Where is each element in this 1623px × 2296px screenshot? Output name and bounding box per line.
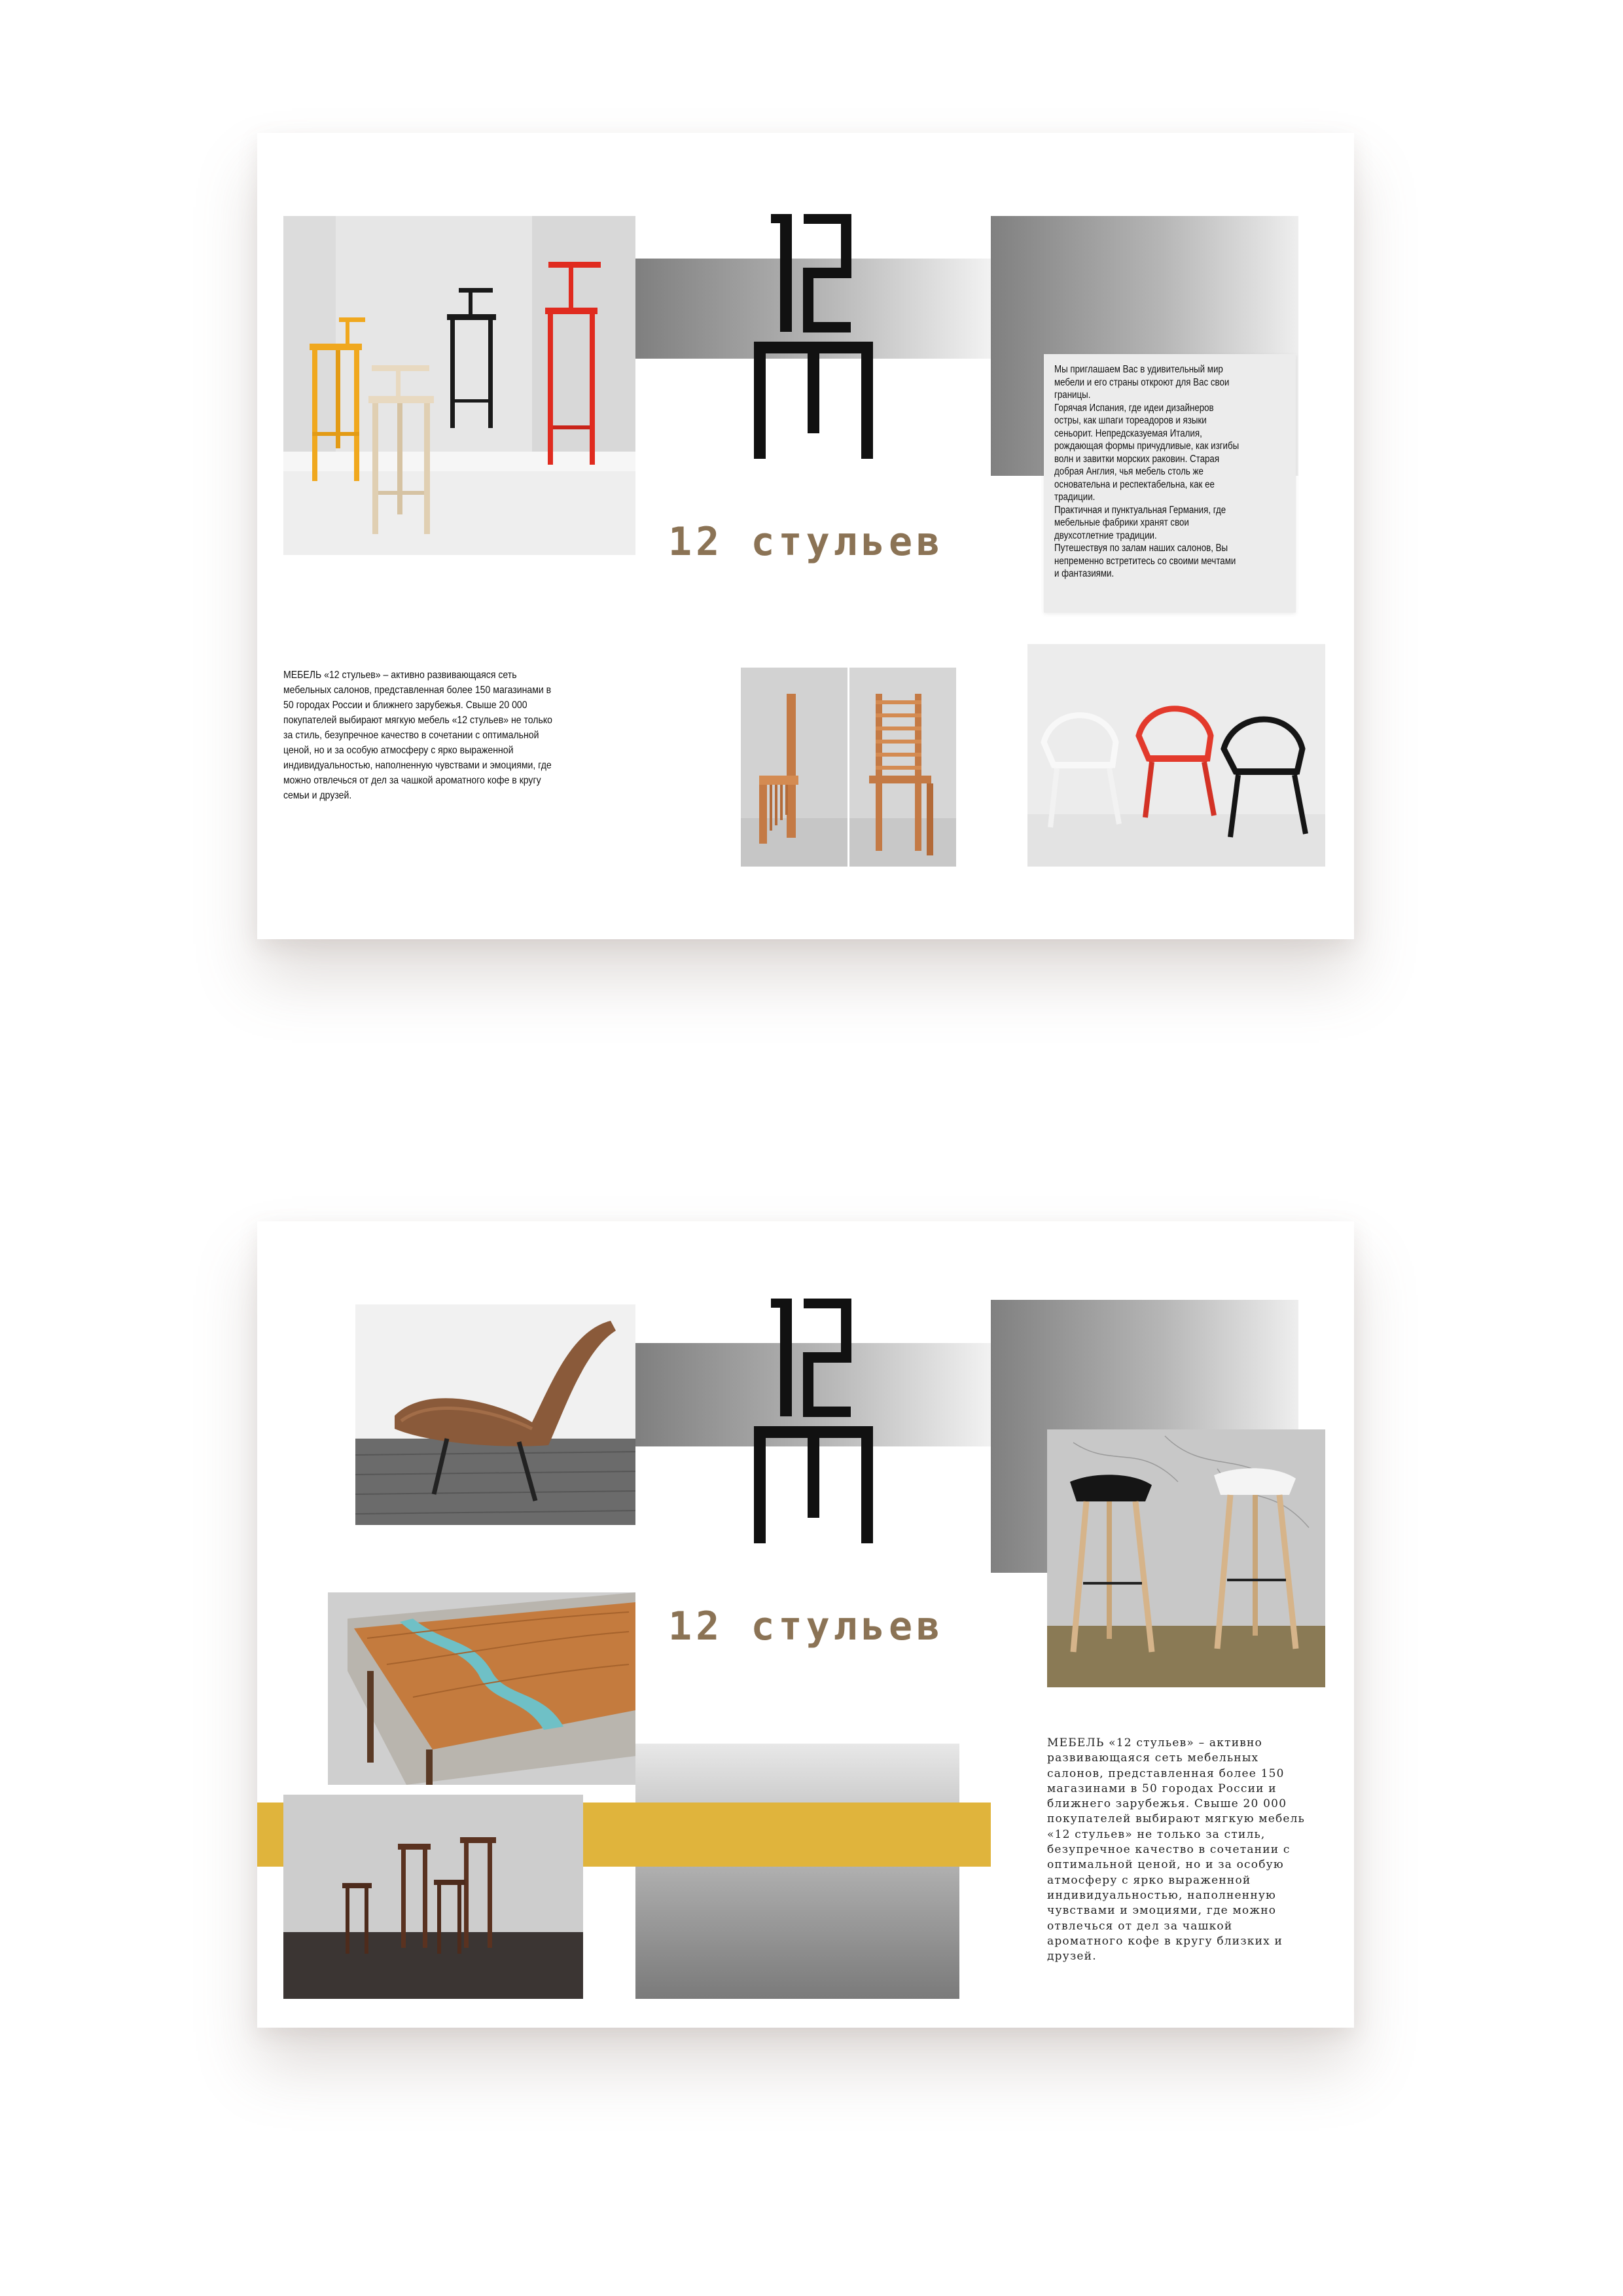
- photo-bar-stools: [283, 216, 635, 555]
- brand-name: 12 стульев: [668, 1604, 944, 1649]
- invitation-line-3: Практичная и пунктуальная Германия, где мебельные фабрики хранят свои двухсотлетние традиции.: [1054, 504, 1226, 541]
- grey-block: [635, 1744, 959, 1999]
- invitation-line-4: Путешествуя по залам наших салонов, Вы непременно встретитесь со своими мечтами и фантазиями.: [1054, 543, 1236, 579]
- intro-paragraph: МЕБЕЛЬ «12 стульев» – активно развивающаяся сеть мебельных салонов, представленная более 150 магазинами в 50 городах России и ближнего зарубежья. Свыше 20 000 покупателей выбирают мягкую мебель «12 стульев» не только за стиль, безупречное качество в сочетании с оптимальной ценой, но и за особую атмосферу с ярко выраженной индивидуальностью, наполненную чувствами и эмоциями, где можно отвлечься от дел за чашкой ароматного кофе в кругу семьи и друзей.: [283, 670, 553, 801]
- photo-wooden-stools: [283, 1795, 583, 1999]
- brochure-spread-1: [257, 133, 1354, 939]
- brochure-spread-2: [257, 1221, 1354, 2028]
- chair-logo-icon: [754, 1299, 873, 1543]
- invitation-line-1: Мы приглашаем Вас в удивительный мир мебели и его страны откроют для Вас свои границы.: [1054, 364, 1230, 401]
- chair-logo-icon: [754, 214, 873, 459]
- photo-wooden-chair-front: [849, 668, 956, 867]
- invitation-card: [1044, 354, 1296, 613]
- photo-plastic-chairs: [1027, 644, 1325, 867]
- brand-name: 12 стульев: [668, 519, 944, 565]
- invitation-line-2: Горячая Испания, где идеи дизайнеров остры, как шпаги тореадоров и языки сеньорит. Непредсказуемая Италия, рождающая формы причудливые, как изгибы волн и завитки морских раковин. Старая добрая Англия, чья мебель столь же основательна и респектабельна, как ее традиции.: [1054, 402, 1240, 503]
- photo-lounge-chair: [355, 1304, 635, 1525]
- photo-river-table: [328, 1592, 635, 1785]
- intro-paragraph: МЕБЕЛЬ «12 стульев» – активно развивающаяся сеть мебельных салонов, представленная более 150 магазинами в 50 городах России и ближнего зарубежья. Свыше 20 000 покупателей выбирают мягкую мебель «12 стульев» не только за стиль, безупречное качество в сочетании с оптимальной ценой, но и за особую атмосферу с ярко выраженной индивидуальностью, наполненную чувствами и эмоциями, где можно отвлечься от дел за чашкой ароматного кофе в кругу близких и друзей.: [1047, 1736, 1306, 1964]
- photo-modern-bar-stools: [1047, 1429, 1325, 1687]
- photo-wooden-chair-side: [741, 668, 847, 867]
